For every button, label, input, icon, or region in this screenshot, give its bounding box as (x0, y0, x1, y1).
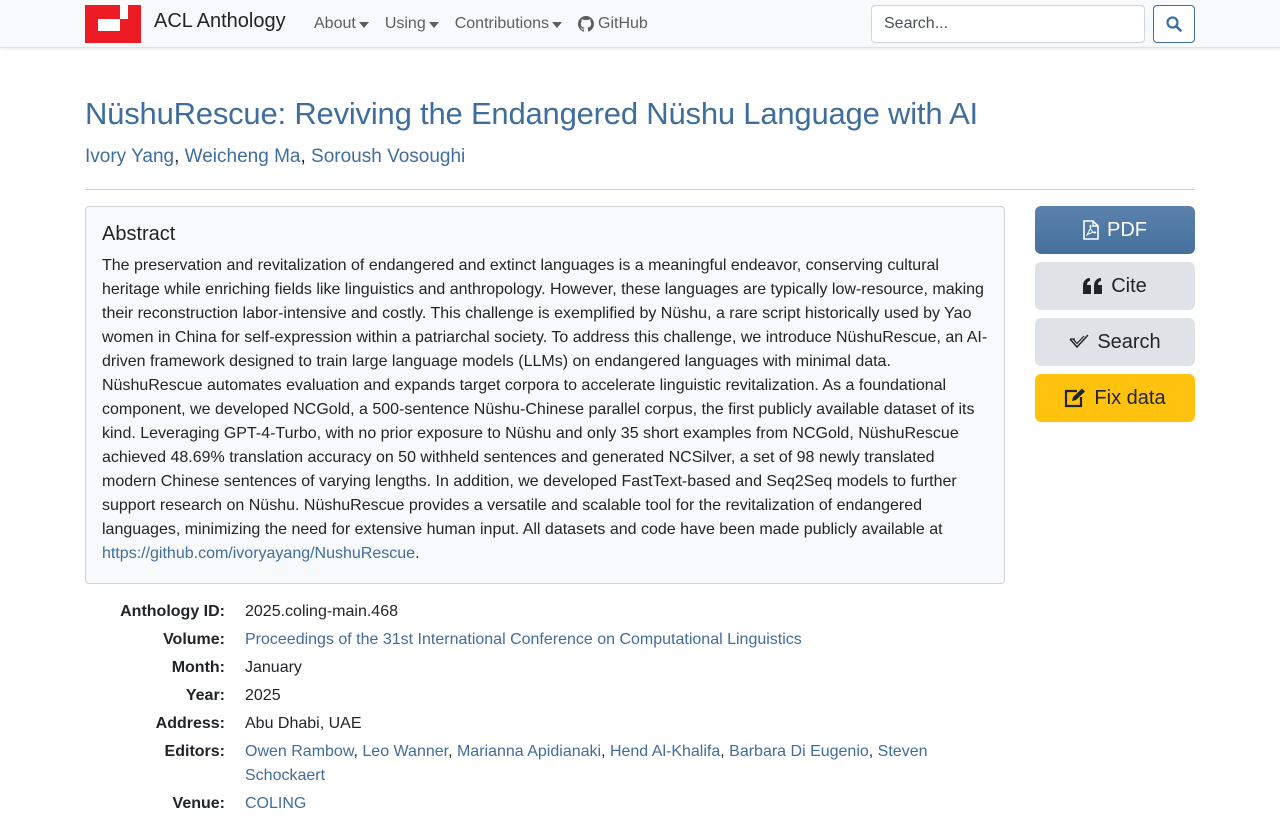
github-icon (578, 16, 594, 32)
venue-link[interactable]: COLING (245, 795, 307, 812)
nav-about-label: About (314, 15, 356, 32)
author-link[interactable]: Ivory Yang (85, 146, 175, 167)
detail-row-anthology-id (85, 600, 1005, 624)
caret-down-icon (429, 22, 439, 28)
top-navbar (0, 0, 1280, 48)
editor-link[interactable]: Hend Al-Khalifa (609, 743, 721, 760)
volume-link[interactable]: Proceedings of the 31st International Conference on Computational Linguistics (245, 631, 802, 648)
detail-label: Address: (155, 715, 225, 732)
detail-label: Editors: (164, 743, 225, 760)
detail-label: Anthology ID: (120, 603, 225, 620)
detail-label: Year: (185, 687, 225, 704)
caret-down-icon (359, 22, 369, 28)
editor-link[interactable]: Leo Wanner (362, 743, 449, 760)
detail-row-month (85, 656, 1005, 680)
pdf-button-label: PDF (1107, 218, 1147, 241)
acl-logo-icon[interactable] (85, 5, 141, 43)
editors-list: Owen Rambow, Leo Wanner, Marianna Apidianaki, Hend Al-Khalifa, Barbara Di Eugenio, Steven Schockaert (245, 743, 928, 784)
edit-icon (1064, 388, 1086, 408)
detail-row-year (85, 684, 1005, 708)
editor-link[interactable]: Steven Schockaert (245, 743, 928, 784)
detail-label: Volume: (163, 631, 225, 648)
detail-label: Month: (171, 659, 225, 676)
semantic-scholar-icon (1069, 334, 1089, 350)
anthology-id-value: 2025.coling-main.468 (245, 603, 398, 620)
nav-about[interactable] (314, 15, 369, 33)
detail-row-venue (85, 792, 1005, 816)
nav-using-label: Using (384, 15, 426, 32)
nav-github[interactable] (578, 15, 648, 33)
author-link[interactable]: Soroush Vosoughi (311, 146, 466, 167)
search-submit-button[interactable] (1153, 5, 1195, 43)
main-nav (314, 0, 664, 48)
paper-details (85, 600, 1005, 820)
address-value: Abu Dhabi, UAE (245, 715, 362, 732)
search-input[interactable] (871, 5, 1145, 43)
abstract-card (85, 206, 1005, 584)
detail-row-volume (85, 628, 1005, 652)
author-link[interactable]: Weicheng Ma (184, 146, 301, 167)
quote-left-icon (1083, 278, 1103, 294)
search-icon (1166, 16, 1182, 32)
nav-github-label: GitHub (598, 15, 648, 32)
search-paper-button-label: Search (1097, 330, 1161, 353)
nav-contributions[interactable] (455, 15, 562, 33)
search-paper-button[interactable] (1035, 318, 1195, 366)
month-value: January (245, 659, 302, 676)
abstract-text: The preservation and revitalization of endangered and extinct languages is a meaningful endeavor, conserving cultural heritage while enriching fields like linguistics and anthropology. However, these languages are typically low-resource, making their reconstruction labor-intensive and costly. This challenge is exemplified by Nüshu, a rare script historically used by Yao women in China for self-expression within a patriarchal society. To address this challenge, we introduce NüshuRescue, an AI-driven framework designed to train large language models (LLMs) on endangered languages with minimal data. NüshuRescue automates evaluation and expands target corpora to accelerate linguistic revitalization. As a foundational component, we developed NCGold, a 500-sentence Nüshu-Chinese parallel corpus, the first publicly available dataset of its kind. Leveraging GPT-4-Turbo, with no prior exposure to Nüshu and only 35 short examples from NCGold, NüshuRescue achieved 48.69% translation accuracy on 50 withheld sentences and generated NCSilver, a set of 98 newly translated modern Chinese sentences of varying lengths. In addition, we developed FastText-based and Seq2Seq models to further support research on Nüshu. NüshuRescue provides a versatile and scalable tool for the revitalization of endangered languages, minimizing the need for extensive human input. All datasets and code have been made publicly available at https://github.com/ivoryayang/NushuRescue. (102, 257, 988, 562)
file-pdf-icon (1083, 220, 1099, 240)
detail-row-address (85, 712, 1005, 736)
cite-button[interactable] (1035, 262, 1195, 310)
editor-link[interactable]: Barbara Di Eugenio (729, 743, 869, 760)
detail-label: Venue: (172, 795, 225, 812)
brand-link[interactable]: ACL Anthology (154, 10, 286, 32)
caret-down-icon (552, 22, 562, 28)
nav-using[interactable] (385, 15, 439, 33)
nav-contributions-label: Contributions (454, 15, 549, 32)
cite-button-label: Cite (1111, 274, 1147, 297)
fix-data-button-label: Fix data (1094, 386, 1166, 409)
abstract-github-link[interactable]: https://github.com/ivoryayang/NushuRescue (102, 545, 416, 562)
pdf-button[interactable] (1035, 206, 1195, 254)
editor-link[interactable]: Owen Rambow (245, 743, 354, 760)
detail-row-editors (85, 740, 1005, 788)
year-value: 2025 (245, 687, 281, 704)
editor-link[interactable]: Marianna Apidianaki (456, 743, 602, 760)
divider (85, 189, 1195, 190)
paper-title: NüshuRescue: Reviving the Endangered Nüshu Language with AI (85, 96, 978, 131)
abstract-heading: Abstract (102, 223, 176, 245)
fix-data-button[interactable] (1035, 374, 1195, 422)
author-list: Ivory Yang, Weicheng Ma, Soroush Vosoughi (85, 146, 466, 167)
